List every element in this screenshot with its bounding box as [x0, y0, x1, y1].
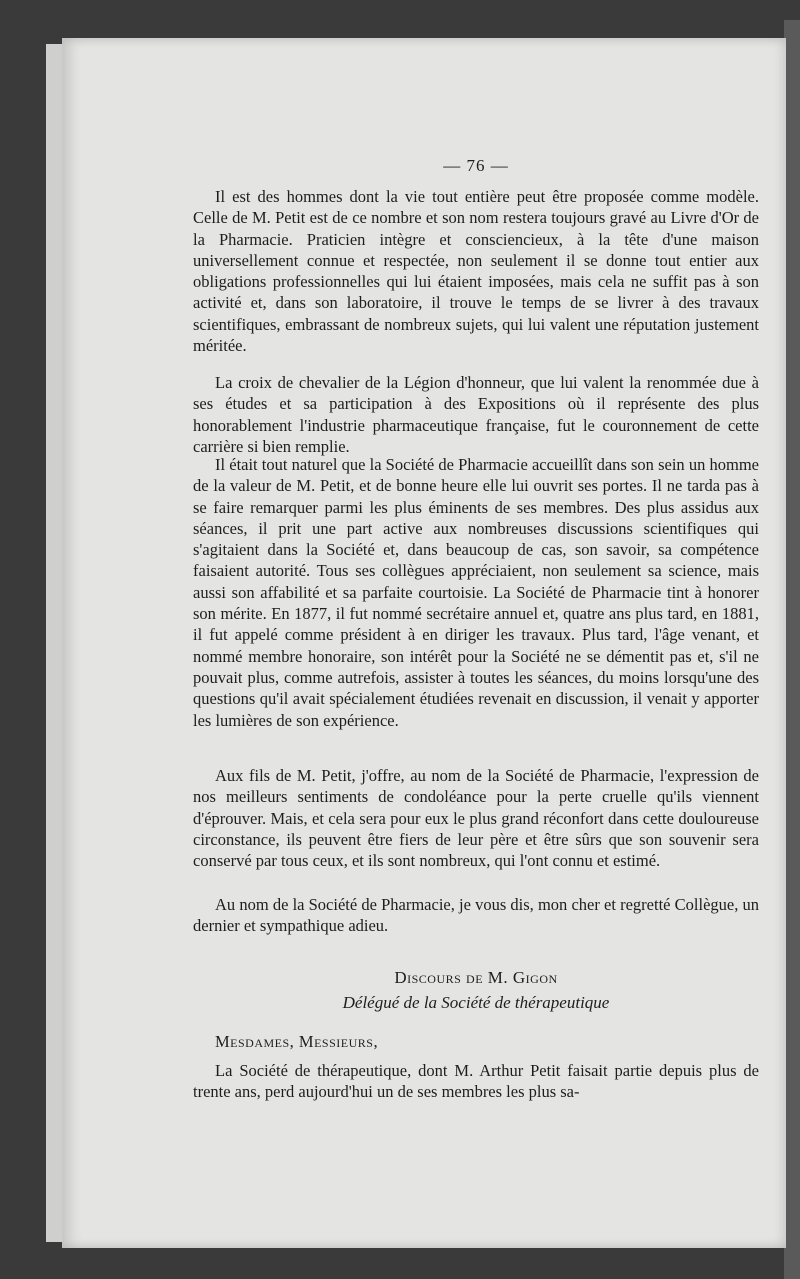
paragraph-3: Il était tout naturel que la Société de Pharmacie accueillît dans son sein un homme de la valeur de M. Petit, et de bonne heure elle lui ouvrit ses portes. Il ne tarda pas à se faire remarquer parmi les plus éminents de ses membres. Des plus assidus aux séances, il prit une part active aux nombreuses discussions scientifiques qui s'agitaient dans la Société et, dans beaucoup de cas, son savoir, sa compétence faisaient autorité. Tous ses collègues appréciaient, non seulement sa science, mais aussi son affabilité et sa parfaite courtoisie. La Société de Pharmacie tint à honorer son mérite. En 1877, il fut nommé secrétaire annuel et, quatre ans plus tard, en 1881, il fut appelé comme président à en diriger les travaux. Plus tard, l'âge venant, et nommé membre honoraire, son intérêt pour la Société ne se démentit pas et, s'il ne pouvait plus, comme autrefois, assister à toutes les séances, du moins lorsqu'une des questions qu'il avait spécialement étudiées revenait en discussion, il venait y apporter les lumières de son expérience. [193, 455, 759, 730]
paragraph-4: Aux fils de M. Petit, j'offre, au nom de la Société de Pharmacie, l'expression de nos meilleurs sentiments de condoléance pour la perte cruelle qu'ils viennent d'éprouver. Mais, et cela sera pour eux le plus grand réconfort dans cette douloureuse circonstance, ils peuvent être fiers de leur père et être sûrs que son souvenir sera conservé par tous ceux, et ils sont nombreux, qui l'ont connu et estimé. [193, 766, 759, 871]
paragraph-1: Il est des hommes dont la vie tout entière peut être proposée comme modèle. Celle de M. Petit est de ce nombre et son nom restera toujours gravé au Livre d'Or de la Pharmacie. Praticien intègre et consciencieux, à la tête d'une maison universellement connue et respectée, non seulement il se donne tout entier aux obligations professionnelles qui lui étaient imposées, mais cela ne suffit pas à son activité et, dans son laboratoire, il trouve le temps de se livrer à des travaux scientifiques, embrassant de nombreux sujets, qui lui valent une réputation justement méritée. [193, 187, 759, 356]
book-spine-edge [784, 20, 800, 1279]
section-subtitle: Délégué de la Société de thérapeutique [342, 993, 610, 1012]
scanned-page [62, 38, 786, 1248]
section-title: Discours de M. Gigon [394, 968, 558, 987]
page-number: — 76 — [443, 156, 509, 175]
paragraph-2: La croix de chevalier de la Légion d'honneur, que lui valent la renommée due à ses études et sa participation à des Expositions où il représente des plus honorablement l'industrie pharmaceutique française, fut le couronnement de cette carrière si bien remplie. [193, 373, 759, 456]
salutation: Mesdames, Messieurs, [215, 1032, 379, 1051]
final-paragraph: La Société de thérapeutique, dont M. Arthur Petit faisait partie depuis plus de trente ans, perd aujourd'hui un de ses membres les plus sa- [193, 1061, 759, 1102]
paragraph-5: Au nom de la Société de Pharmacie, je vous dis, mon cher et regretté Collègue, un dernier et sympathique adieu. [193, 895, 759, 936]
